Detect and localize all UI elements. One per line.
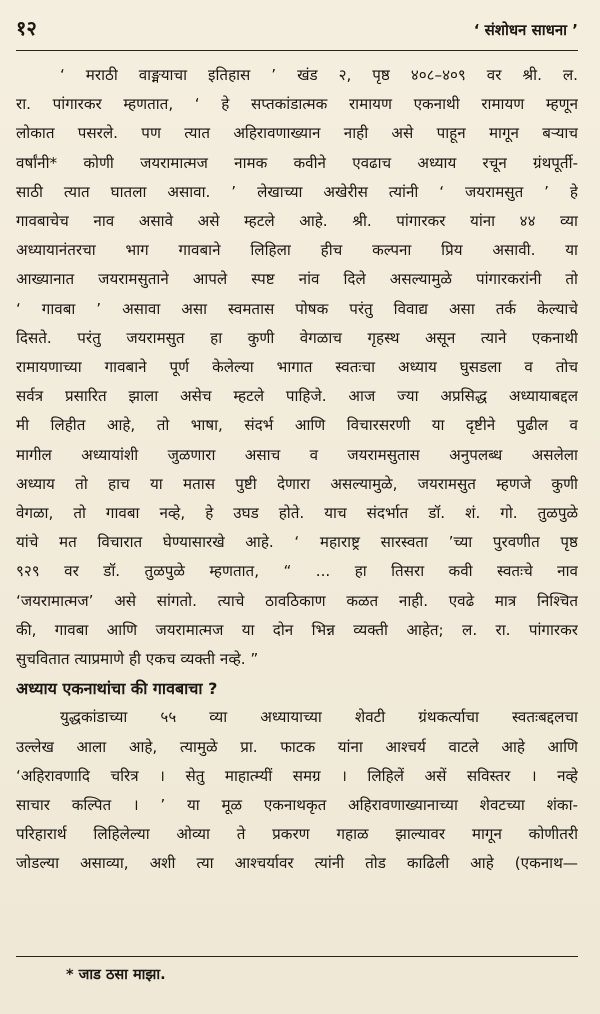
page-header <box>16 14 578 51</box>
text-line: ‘जयरामात्मज’ असे सांगतो. त्याचे ठावठिकाण कळत नाही. एवढे मात्र निश्चित <box>16 591 578 610</box>
text-line: सर्वत्र प्रसारित झाला असेच म्हटले पाहिजे. आज ज्या अप्रसिद्ध अध्यायाबद्दल <box>16 387 578 406</box>
text-line: ‘अहिरावणादि चरित्र । सेतु माहात्म्यीं समग्र । लिहिलें असें सविस्तर । नव्हे <box>16 766 578 785</box>
text-line: लोकात पसरले. पण त्यात अहिरावणाख्यान नाही असे पाहून मागून बऱ्याच <box>16 124 578 143</box>
body-text <box>16 61 578 879</box>
footnote: * जाड ठसा माझा. <box>66 967 166 983</box>
text-line: ‘ गावबा ’ असावा असा स्वमतास पोषक परंतु विवाद्य असा तर्क केल्याचे <box>16 299 578 318</box>
text-line: ९२९ वर डॉ. तुळपुळे म्हणतात, “ ... हा तिसरा कवी स्वतःचे नाव <box>16 562 578 581</box>
text-line: साचार कल्पित । ’ या मूळ एकनाथकृत अहिरावणाख्यानाच्या शेवटच्या शंका- <box>16 796 578 815</box>
text-line: गावबाचेच नाव असावे असे म्हटले आहे. श्री. पांगारकर यांना ४४ व्या <box>16 212 578 231</box>
text-line: सुचवितात त्याप्रमाणे ही एकच व्यक्ती नव्हे. ” <box>16 650 259 669</box>
text-line: साठी त्यात घातला असावा. ’ लेखाच्या अखेरीस त्यांनी ‘ जयरामसुत ’ हे <box>16 182 578 201</box>
text-line: रा. पांगारकर म्हणतात, ‘ हे सप्तकांडात्मक रामायण एकनाथी रामायण म्हणून <box>16 95 578 114</box>
text-line: परिहारार्थ लिहिलेल्या ओव्या ते प्रकरण गहाळ झाल्यावर मागून कोणीतरी <box>16 825 578 844</box>
text-line: दिसते. परंतु जयरामसुत हा कुणी वेगळाच गृहस्थ असून त्याने एकनाथी <box>16 328 578 347</box>
running-head: ‘ संशोधन साधना ’ <box>473 21 578 39</box>
text-line: युद्धकांडाच्या ५५ व्या अध्यायाच्या शेवटी ग्रंथकर्त्याचा स्वतःबद्दलचा <box>60 708 578 727</box>
footnote-divider <box>16 956 578 957</box>
page-number: १२ <box>16 16 37 40</box>
text-line: उल्लेख आला आहे, त्यामुळे प्रा. फाटक यांना आश्चर्य वाटले आहे आणि <box>16 737 578 756</box>
text-line: मी लिहीत आहे, तो भाषा, संदर्भ आणि विचारसरणी या दृष्टीने पुढील व <box>16 416 578 435</box>
text-line: जोडल्या असाव्या, अशी त्या आश्चर्यावर त्यांनी तोड काढिली आहे (एकनाथ— <box>16 854 578 873</box>
text-line: आख्यानात जयरामसुताने आपले स्पष्ट नांव दिले असल्यामुळे पांगारकरांनी तो <box>16 270 578 289</box>
text-line: ‘ मराठी वाङ्मयाचा इतिहास ’ खंड २, पृष्ठ ४०८–४०९ वर श्री. ल. <box>60 66 578 84</box>
text-line: वर्षांनी* कोणी जयरामात्मज नामक कवीने एवढाच अध्याय रचून ग्रंथपूर्ती- <box>16 153 578 172</box>
text-line: यांचे मत विचारात घेण्यासारखे आहे. ‘ महाराष्ट्र सारस्वता ’च्या पुरवणीत पृष्ठ <box>16 533 578 552</box>
text-line: अध्यायानंतरचा भाग गावबाने लिहिला हीच कल्पना प्रिय असावी. या <box>16 241 578 260</box>
text-line: की, गावबा आणि जयरामात्मज या दोन भिन्न व्यक्ती आहेत; ल. रा. पांगारकर <box>16 620 578 639</box>
text-line: वेगळा, तो गावबा नव्हे, हे उघड होते. याच संदर्भात डॉ. शं. गो. तुळपुळे <box>16 504 578 523</box>
text-line: रामायणाच्या गावबाने पूर्ण केलेल्या भागात स्वतःचा अध्याय घुसडला व तोच <box>16 358 578 377</box>
text-line: अध्याय तो हाच या मतास पुष्टी देणारा असल्यामुळे, जयरामसुत म्हणजे कुणी <box>16 474 578 493</box>
section-heading: अध्याय एकनाथांचा की गावबाचा ? <box>16 679 218 699</box>
text-line: मागील अध्यायांशी जुळणारा असाच व जयरामसुतास अनुपलब्ध असलेला <box>16 445 578 464</box>
